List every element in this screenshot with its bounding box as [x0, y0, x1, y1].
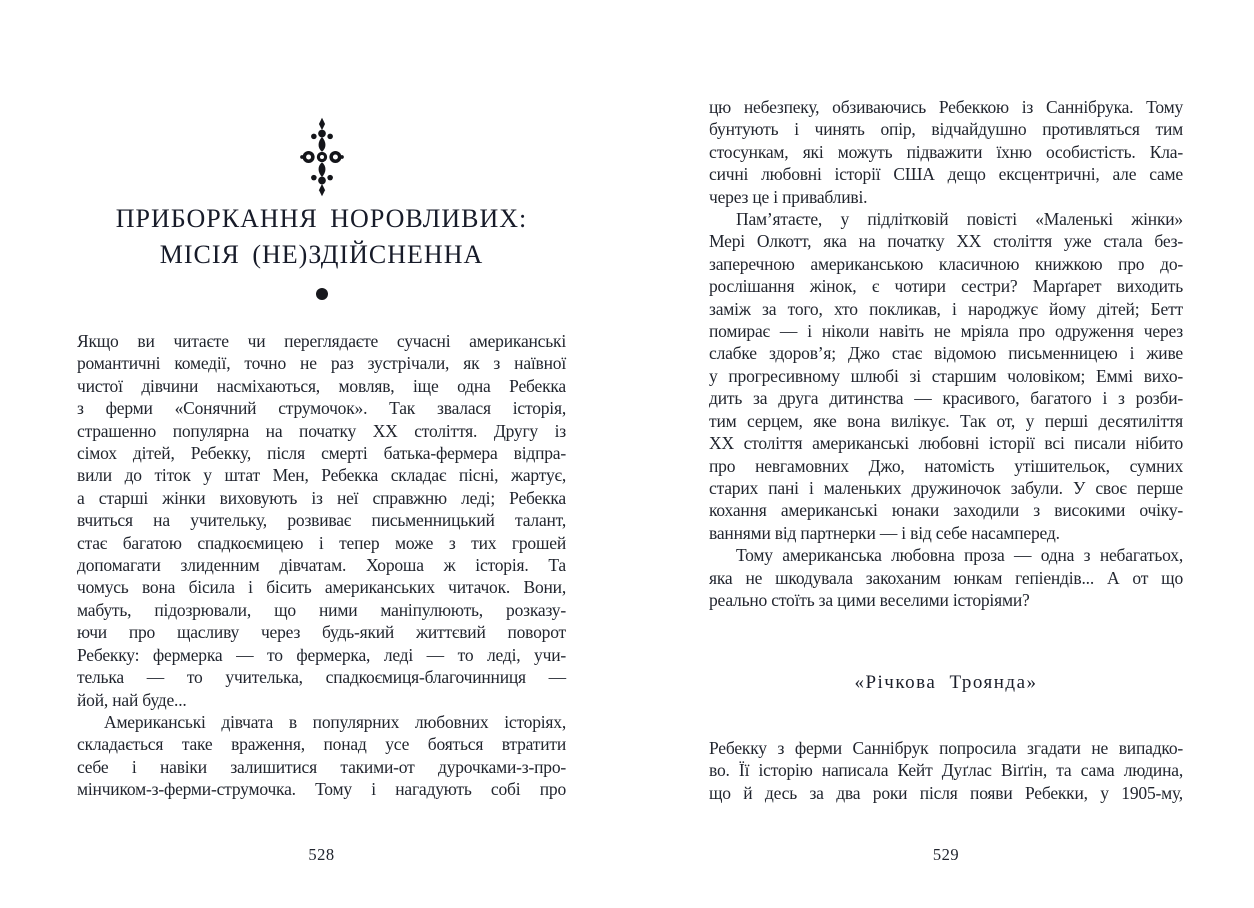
- right-page-body-text: [709, 96, 1183, 611]
- text-line: романтичні комедії, точно не раз зустрічали, як з наївної: [77, 353, 566, 374]
- text-line: старих пані і маленьких дружиночок забули. У своє перше: [709, 477, 1183, 498]
- text-line: з ферми «Сонячний струмочок». Так звалася історія,: [77, 398, 566, 419]
- text-line: кохання американські юнаки заходили з високими очіку-: [709, 500, 1183, 521]
- text-line: вили до тіток у штат Мен, Ребекка складає пісні, жартує,: [77, 465, 566, 486]
- text-line: слабке здоров’я; Джо стає відомою письменницею і живе: [709, 343, 1183, 364]
- text-line: сімох дітей, Ребекку, після смерті батька-фермера відпра-: [77, 443, 566, 464]
- right-page: [709, 0, 1183, 908]
- text-line: тим серцем, яке вона вилікує. Так от, у перші десятиліття: [709, 410, 1183, 431]
- text-line: а старші жінки виховують із неї справжню леді; Ребекка: [77, 487, 566, 508]
- text-line: Ребекку з ферми Саннібрук попросила згадати не випадко-: [709, 738, 1183, 758]
- text-line: Ребекку: фермерка — то фермерка, леді — то леді, учи-: [77, 644, 566, 665]
- text-line: цю небезпеку, обзиваючись Ребеккою із Саннібрука. Тому: [709, 97, 1183, 117]
- text-line: яка не шкодувала закоханим юнкам гепіендів... А от що: [709, 567, 1183, 588]
- text-line: чомусь вона бісила і бісить американських читачок. Вони,: [77, 577, 566, 598]
- text-line: що й десь за два роки після появи Ребекки, у 1905-му,: [709, 782, 1183, 803]
- text-line: мабуть, підозрювали, що ними маніпулюють, розказу-: [77, 599, 566, 620]
- text-line: страшенно популярна на початку XX століття. Другу із: [77, 420, 566, 441]
- text-line: дить за друга дитинства — красивого, багатого і з розби-: [709, 388, 1183, 409]
- text-line: чистої дівчини насміхаються, мовляв, іще одна Ребекка: [77, 375, 566, 396]
- left-page: [77, 0, 566, 908]
- text-line: через це і привабливі.: [709, 186, 868, 207]
- dot-separator-icon: [316, 288, 328, 300]
- text-line: Мері Олкотт, яка на початку XX століття уже стала без-: [709, 231, 1183, 252]
- text-line: рослішання жінок, є чотири сестри? Марґарет виходить: [709, 276, 1183, 297]
- text-line: Тому американська любовна проза — одна з небагатьох,: [736, 545, 1183, 566]
- left-page-body-text: [77, 330, 566, 801]
- fleuron-ornament-icon: [77, 116, 566, 203]
- chapter-title-line: ПРИБОРКАННЯ НОРОВЛИВИХ:: [115, 204, 528, 233]
- text-line: складається таке враження, понад усе бояться втратити: [77, 734, 566, 755]
- text-line: себе і навіки залишитися такими-от дурочками-з-про-: [77, 756, 566, 777]
- chapter-title-line: МІСІЯ (НЕ)ЗДІЙСНЕННА: [159, 240, 484, 269]
- text-line: реально стоїть за цими веселими історіями?: [709, 589, 1030, 610]
- section-body-text: [709, 737, 1183, 804]
- section-subheading: «Річкова Троянда»: [854, 672, 1038, 693]
- text-line: Якщо ви читаєте чи переглядаєте сучасні американські: [77, 331, 566, 351]
- text-line: мінчиком-з-ферми-струмочка. Тому і нагадують собі про: [77, 779, 566, 800]
- chapter-title: [77, 201, 566, 273]
- text-line: ючи про щасливу через будь-який життєвий поворот: [77, 622, 566, 643]
- text-line: Американські дівчата в популярних любовних історіях,: [104, 711, 566, 732]
- text-line: допомагати злиденним дівчатам. Хороша ж історія. Та: [77, 555, 566, 576]
- right-page-number: 529: [932, 845, 960, 864]
- text-line: стає багатою спадкоємицею і тепер може з тих грошей: [77, 532, 566, 553]
- text-line: Пам’ятаєте, у підлітковій повісті «Маленькі жінки»: [736, 209, 1183, 230]
- text-line: про невгамовних Джо, натомість утішительок, сумних: [709, 455, 1183, 476]
- text-line: заміж за того, хто покликав, і народжує йому дітей; Бетт: [709, 298, 1183, 319]
- text-line: вчиться на учительку, розвиває письменницький талант,: [77, 510, 566, 531]
- text-line: сичні любовні історії США дещо ексцентричні, але саме: [709, 164, 1183, 185]
- text-line: стосункам, які можуть підважити їхню особистість. Кла-: [709, 141, 1183, 162]
- text-line: XX століття американські любовні історії всі писали нібито: [709, 433, 1183, 454]
- text-line: заперечною американською класичною книжкою про до-: [709, 253, 1183, 274]
- text-line: ваннями від партнерки — і від себе насамперед.: [709, 522, 1060, 543]
- left-page-number: 528: [308, 845, 335, 864]
- text-line: бунтують і чинять опір, відчайдушно противляться тим: [709, 119, 1183, 140]
- text-line: йой, най буде...: [77, 689, 187, 710]
- text-line: телька — то учителька, спадкоємиця-благочинниця —: [77, 667, 566, 688]
- text-line: помирає — і ніколи навіть не мріяла про одруження через: [709, 321, 1183, 342]
- text-line: во. Її історію написала Кейт Дуґлас Віґґін, та сама людина,: [709, 760, 1183, 781]
- text-line: у прогресивному шлюбі зі старшим чоловіком; Еммі вихо-: [709, 365, 1183, 386]
